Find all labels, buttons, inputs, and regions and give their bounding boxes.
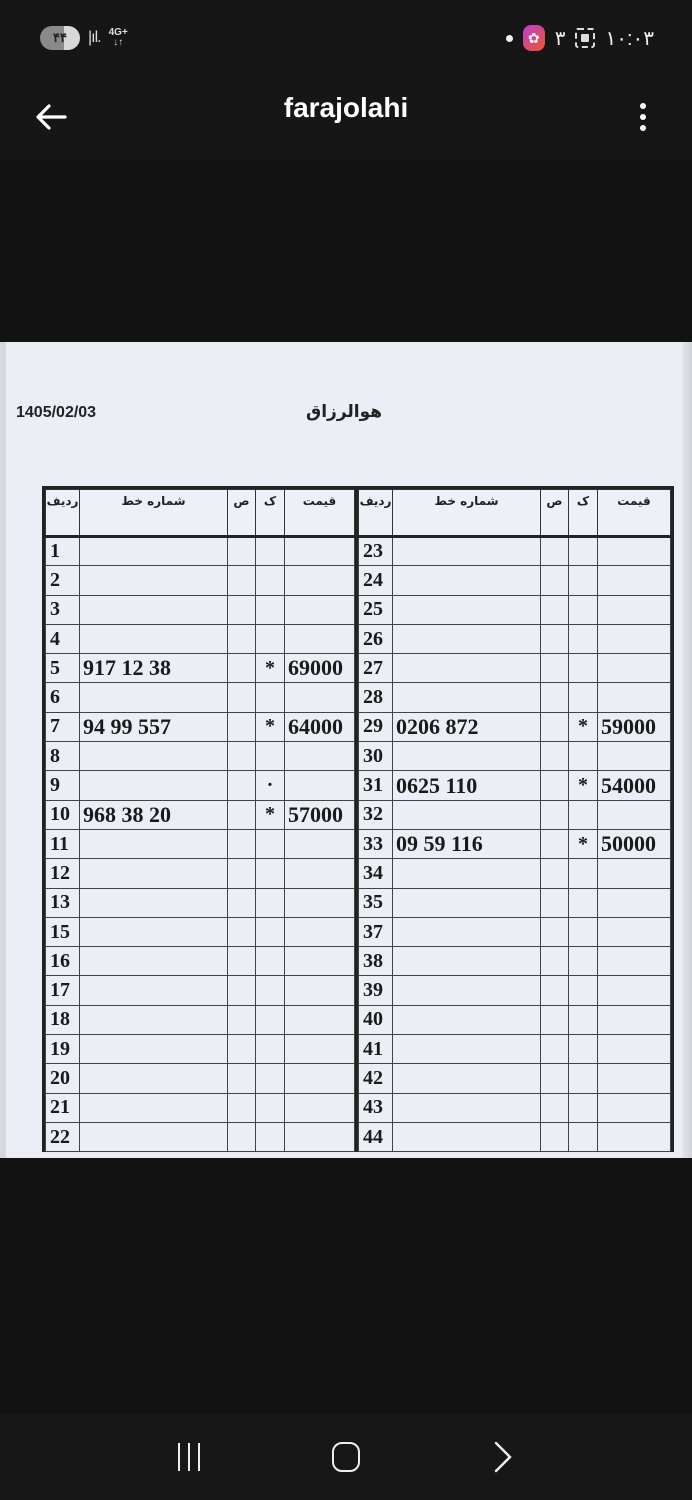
home-icon: [332, 1442, 360, 1472]
s-cell: [228, 1064, 256, 1093]
k-cell: [256, 683, 285, 712]
k-cell: [569, 683, 598, 712]
table-row: [46, 683, 355, 712]
table-row: [46, 1005, 355, 1034]
price-cell: [285, 1035, 355, 1064]
app-bar: [0, 76, 692, 160]
price-cell: [285, 947, 355, 976]
price-cell: [598, 537, 671, 566]
k-cell: [569, 654, 598, 683]
chevron-right-icon: [493, 1441, 513, 1473]
price-cell: [598, 1005, 671, 1034]
table-row: [359, 771, 671, 800]
price-cell: [598, 683, 671, 712]
line-number-cell: [80, 1035, 228, 1064]
s-cell: [228, 947, 256, 976]
table-row: [359, 624, 671, 653]
table-row: [359, 1035, 671, 1064]
s-cell: [228, 1122, 256, 1151]
table-row: [359, 683, 671, 712]
row-number-cell: 20: [46, 1064, 80, 1093]
table-row: [359, 976, 671, 1005]
table-row: [46, 595, 355, 624]
price-cell: [598, 1035, 671, 1064]
price-cell: [598, 1093, 671, 1122]
price-cell: [598, 888, 671, 917]
row-number-cell: 30: [359, 742, 393, 771]
line-number-cell: [393, 1093, 541, 1122]
s-cell: [228, 800, 256, 829]
k-cell: [569, 595, 598, 624]
table-row: [46, 566, 355, 595]
line-number-cell: [80, 829, 228, 858]
row-number-cell: 40: [359, 1005, 393, 1034]
s-cell: [541, 917, 569, 946]
row-number-cell: 13: [46, 888, 80, 917]
table-row: [359, 829, 671, 858]
s-cell: [228, 917, 256, 946]
line-number-cell: 09 59 116: [393, 829, 541, 858]
row-number-cell: 34: [359, 859, 393, 888]
price-cell: [285, 1005, 355, 1034]
s-cell: [228, 683, 256, 712]
clock: ۱۰:۰۳: [605, 27, 654, 50]
row-number-cell: 33: [359, 829, 393, 858]
row-number-cell: 2: [46, 566, 80, 595]
s-cell: [228, 566, 256, 595]
table-row: [359, 800, 671, 829]
s-cell: [228, 712, 256, 741]
row-number-cell: 39: [359, 976, 393, 1005]
k-cell: [569, 888, 598, 917]
price-cell: 50000: [598, 829, 671, 858]
price-cell: [598, 976, 671, 1005]
line-number-cell: [80, 947, 228, 976]
table-row: [46, 1064, 355, 1093]
s-cell: [541, 829, 569, 858]
table-right-body: [359, 537, 671, 1152]
k-cell: [569, 624, 598, 653]
line-number-cell: [393, 947, 541, 976]
price-table: [42, 486, 674, 1152]
price-cell: [285, 976, 355, 1005]
k-cell: [256, 888, 285, 917]
price-cell: [598, 1064, 671, 1093]
line-number-cell: 94 99 557: [80, 712, 228, 741]
s-cell: [541, 800, 569, 829]
s-cell: [541, 624, 569, 653]
line-number-cell: [80, 742, 228, 771]
row-number-cell: 37: [359, 917, 393, 946]
table-row: [46, 859, 355, 888]
table-row: [359, 1005, 671, 1034]
line-number-cell: [80, 683, 228, 712]
row-number-cell: 15: [46, 917, 80, 946]
line-number-cell: [80, 595, 228, 624]
k-cell: [569, 800, 598, 829]
header-price: قیمت: [285, 490, 355, 537]
s-cell: [228, 1035, 256, 1064]
line-number-cell: [393, 1064, 541, 1093]
table-row: [46, 712, 355, 741]
table-row: [46, 624, 355, 653]
k-cell: [569, 1093, 598, 1122]
row-number-cell: 24: [359, 566, 393, 595]
line-number-cell: [80, 1064, 228, 1093]
price-cell: [598, 859, 671, 888]
line-number-cell: 968 38 20: [80, 800, 228, 829]
row-number-cell: 1: [46, 537, 80, 566]
back-nav-button[interactable]: [473, 1427, 533, 1487]
s-cell: [228, 859, 256, 888]
price-cell: 59000: [598, 712, 671, 741]
price-cell: [285, 771, 355, 800]
row-number-cell: 5: [46, 654, 80, 683]
k-cell: [256, 624, 285, 653]
status-left: [40, 26, 128, 50]
line-number-cell: [393, 976, 541, 1005]
price-cell: [285, 1122, 355, 1151]
k-cell: [569, 859, 598, 888]
row-number-cell: 31: [359, 771, 393, 800]
price-cell: 57000: [285, 800, 355, 829]
more-dot-icon: [640, 125, 646, 131]
table-row: [359, 1093, 671, 1122]
k-cell: [256, 742, 285, 771]
price-cell: [285, 624, 355, 653]
price-cell: [285, 829, 355, 858]
table-row: [46, 888, 355, 917]
header-row-number: ردیف: [359, 490, 393, 537]
s-cell: [541, 712, 569, 741]
price-cell: [285, 595, 355, 624]
more-dot-icon: [640, 114, 646, 120]
k-cell: [256, 566, 285, 595]
header-k: ک: [569, 490, 598, 537]
s-cell: [541, 859, 569, 888]
price-cell: [285, 888, 355, 917]
row-number-cell: 35: [359, 888, 393, 917]
row-number-cell: 16: [46, 947, 80, 976]
table-row: [359, 654, 671, 683]
line-number-cell: [80, 859, 228, 888]
price-cell: [285, 859, 355, 888]
header-price: قیمت: [598, 490, 671, 537]
status-right: [506, 25, 654, 51]
row-number-cell: 18: [46, 1005, 80, 1034]
row-number-cell: 22: [46, 1122, 80, 1151]
row-number-cell: 11: [46, 829, 80, 858]
k-cell: [256, 595, 285, 624]
line-number-cell: [80, 1093, 228, 1122]
s-cell: [541, 566, 569, 595]
price-cell: [285, 566, 355, 595]
k-cell: ·: [256, 771, 285, 800]
header-line-number: شماره خط: [80, 490, 228, 537]
table-row: [359, 537, 671, 566]
more-dot-icon: [640, 103, 646, 109]
row-number-cell: 38: [359, 947, 393, 976]
row-number-cell: 25: [359, 595, 393, 624]
row-number-cell: 27: [359, 654, 393, 683]
k-cell: *: [256, 712, 285, 741]
header-s: ص: [541, 490, 569, 537]
table-row: [359, 888, 671, 917]
price-cell: 54000: [598, 771, 671, 800]
price-cell: [598, 624, 671, 653]
table-row: [46, 771, 355, 800]
line-number-cell: 917 12 38: [80, 654, 228, 683]
s-cell: [541, 683, 569, 712]
s-cell: [541, 1064, 569, 1093]
line-number-cell: [393, 742, 541, 771]
line-number-cell: [80, 1122, 228, 1151]
line-number-cell: [393, 624, 541, 653]
table-left-half: [45, 489, 358, 1152]
k-cell: [569, 947, 598, 976]
s-cell: [228, 888, 256, 917]
line-number-cell: [393, 888, 541, 917]
k-cell: [256, 947, 285, 976]
k-cell: *: [256, 654, 285, 683]
row-number-cell: 28: [359, 683, 393, 712]
row-number-cell: 42: [359, 1064, 393, 1093]
s-cell: [541, 976, 569, 1005]
row-number-cell: 32: [359, 800, 393, 829]
k-cell: [256, 537, 285, 566]
s-cell: [541, 771, 569, 800]
table-row: [46, 917, 355, 946]
s-cell: [228, 829, 256, 858]
s-cell: [228, 771, 256, 800]
app-title: farajolahi: [283, 92, 409, 123]
k-cell: [569, 537, 598, 566]
line-number-cell: [393, 917, 541, 946]
line-number-cell: [393, 1122, 541, 1151]
row-number-cell: 6: [46, 683, 80, 712]
s-cell: [228, 654, 256, 683]
table-row: [46, 654, 355, 683]
s-cell: [228, 976, 256, 1005]
recent-apps-button[interactable]: [159, 1427, 219, 1487]
s-cell: [541, 1093, 569, 1122]
table-row: [359, 595, 671, 624]
s-cell: [228, 595, 256, 624]
gallery-app-icon: ✿: [523, 25, 545, 51]
price-cell: 69000: [285, 654, 355, 683]
k-cell: [256, 1005, 285, 1034]
recents-icon: [178, 1443, 200, 1471]
price-cell: [285, 917, 355, 946]
k-cell: [569, 1122, 598, 1151]
table-row: [359, 859, 671, 888]
table-row: [46, 947, 355, 976]
line-number-cell: [80, 917, 228, 946]
s-cell: [228, 1093, 256, 1122]
s-cell: [541, 595, 569, 624]
line-number-cell: [393, 654, 541, 683]
table-row: [359, 566, 671, 595]
row-number-cell: 43: [359, 1093, 393, 1122]
price-cell: [598, 595, 671, 624]
battery-indicator: ۴۴: [40, 26, 80, 50]
k-cell: *: [569, 771, 598, 800]
line-number-cell: [393, 683, 541, 712]
s-cell: [541, 742, 569, 771]
document-image[interactable]: [0, 342, 692, 1158]
table-row: [46, 1122, 355, 1151]
price-cell: [598, 917, 671, 946]
line-number-cell: [393, 595, 541, 624]
table-row: [46, 976, 355, 1005]
line-number-cell: [393, 800, 541, 829]
price-cell: [598, 654, 671, 683]
k-cell: [569, 566, 598, 595]
row-number-cell: 17: [46, 976, 80, 1005]
screenshot-icon: [575, 28, 595, 48]
price-cell: [598, 742, 671, 771]
table-row: [359, 947, 671, 976]
line-number-cell: [393, 1005, 541, 1034]
k-cell: [256, 1093, 285, 1122]
table-row: [359, 1064, 671, 1093]
document-heading: هوالرزاق: [306, 402, 383, 422]
row-number-cell: 41: [359, 1035, 393, 1064]
line-number-cell: [80, 566, 228, 595]
price-cell: [598, 1122, 671, 1151]
table-row: [46, 829, 355, 858]
price-cell: [285, 742, 355, 771]
row-number-cell: 21: [46, 1093, 80, 1122]
header-k: ک: [256, 490, 285, 537]
k-cell: [256, 1122, 285, 1151]
s-cell: [541, 1005, 569, 1034]
table-row: [359, 917, 671, 946]
table-row: [359, 1122, 671, 1151]
table-row: [46, 537, 355, 566]
table-row: [359, 712, 671, 741]
signal-icon: |ıl.: [88, 29, 101, 46]
s-cell: [541, 1122, 569, 1151]
k-cell: *: [569, 829, 598, 858]
network-icon: 4G+ ↓↑: [108, 27, 128, 48]
k-cell: [569, 1064, 598, 1093]
line-number-cell: [393, 1035, 541, 1064]
row-number-cell: 4: [46, 624, 80, 653]
row-number-cell: 9: [46, 771, 80, 800]
line-number-cell: [80, 537, 228, 566]
line-number-cell: [80, 976, 228, 1005]
s-cell: [541, 1035, 569, 1064]
line-number-cell: [80, 1005, 228, 1034]
row-number-cell: 19: [46, 1035, 80, 1064]
line-number-cell: [80, 771, 228, 800]
table-row: [46, 742, 355, 771]
row-number-cell: 8: [46, 742, 80, 771]
price-cell: 64000: [285, 712, 355, 741]
system-nav-bar: [0, 1414, 692, 1500]
s-cell: [228, 624, 256, 653]
k-cell: [569, 742, 598, 771]
row-number-cell: 12: [46, 859, 80, 888]
k-cell: [569, 976, 598, 1005]
home-button[interactable]: [316, 1427, 376, 1487]
document-date: 1405/02/03: [16, 404, 97, 421]
s-cell: [541, 888, 569, 917]
line-number-cell: [393, 566, 541, 595]
k-cell: [256, 859, 285, 888]
price-cell: [285, 1093, 355, 1122]
table-row: [46, 1035, 355, 1064]
header-row-number: ردیف: [46, 490, 80, 537]
row-number-cell: 23: [359, 537, 393, 566]
price-cell: [598, 947, 671, 976]
price-cell: [285, 537, 355, 566]
k-cell: [569, 1035, 598, 1064]
price-cell: [285, 1064, 355, 1093]
line-number-cell: [80, 624, 228, 653]
row-number-cell: 7: [46, 712, 80, 741]
s-cell: [541, 947, 569, 976]
table-row: [359, 742, 671, 771]
header-line-number: شماره خط: [393, 490, 541, 537]
row-number-cell: 3: [46, 595, 80, 624]
line-number-cell: [393, 537, 541, 566]
row-number-cell: 10: [46, 800, 80, 829]
table-right-half: [358, 489, 671, 1152]
s-cell: [541, 537, 569, 566]
k-cell: [256, 917, 285, 946]
line-number-cell: [80, 888, 228, 917]
status-bar: [0, 0, 692, 76]
price-cell: [598, 800, 671, 829]
table-row: [46, 1093, 355, 1122]
price-cell: [285, 683, 355, 712]
notification-count: ۳: [554, 27, 566, 50]
k-cell: [569, 1005, 598, 1034]
more-options-button[interactable]: [622, 96, 664, 138]
row-number-cell: 26: [359, 624, 393, 653]
line-number-cell: 0206 872: [393, 712, 541, 741]
k-cell: *: [569, 712, 598, 741]
line-number-cell: [393, 859, 541, 888]
k-cell: [256, 1064, 285, 1093]
notification-dot-icon: [506, 35, 513, 42]
table-row: [46, 800, 355, 829]
s-cell: [228, 1005, 256, 1034]
price-cell: [598, 566, 671, 595]
s-cell: [541, 654, 569, 683]
table-left-body: [46, 537, 355, 1152]
row-number-cell: 29: [359, 712, 393, 741]
k-cell: [256, 829, 285, 858]
header-s: ص: [228, 490, 256, 537]
line-number-cell: 0625 110: [393, 771, 541, 800]
row-number-cell: 44: [359, 1122, 393, 1151]
k-cell: [256, 1035, 285, 1064]
s-cell: [228, 742, 256, 771]
k-cell: *: [256, 800, 285, 829]
k-cell: [256, 976, 285, 1005]
s-cell: [228, 537, 256, 566]
k-cell: [569, 917, 598, 946]
